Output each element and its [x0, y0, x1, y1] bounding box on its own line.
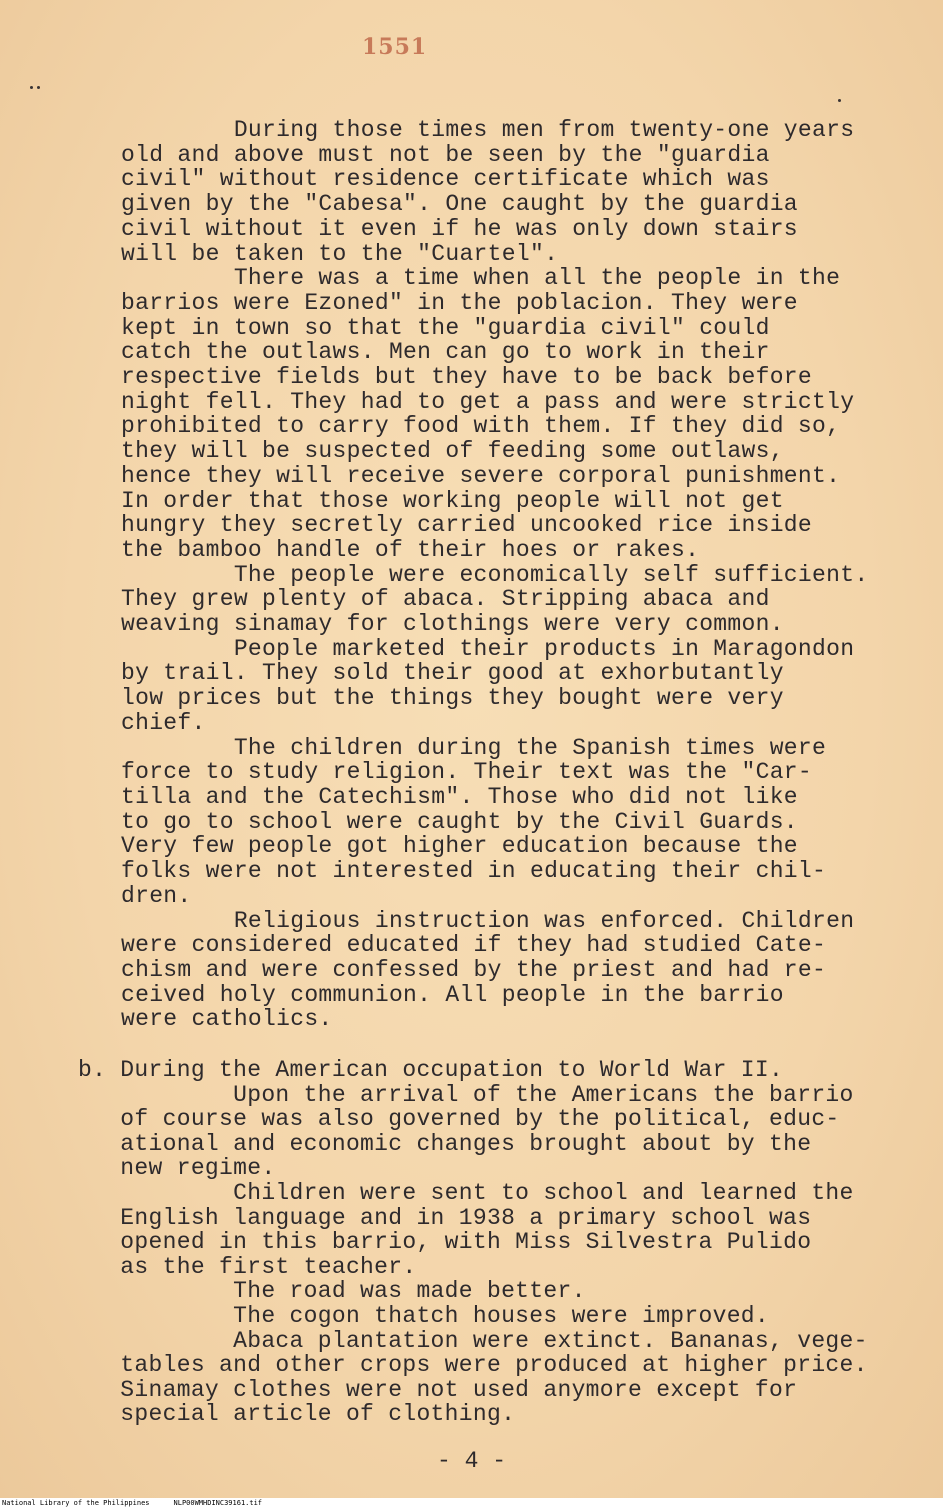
text-line: civil without it even if he was only down stairs [121, 215, 798, 242]
footer-library: National Library of the Philippines [2, 1499, 150, 1507]
text-line: The people were economically self sufficient. [121, 561, 869, 588]
text-line: low prices but the things they bought were very [121, 685, 784, 712]
text-line: hence they will receive severe corporal punishment. [121, 462, 841, 489]
text-line: will be taken to the "Cuartel". [121, 240, 559, 267]
text-line: prohibited to carry food with them. If they did so, [121, 413, 841, 440]
text-line: were catholics. [121, 1006, 333, 1033]
text-line: the bamboo handle of their hoes or rakes. [121, 536, 700, 563]
text-line: folks were not interested in educating their chil- [121, 858, 827, 885]
text-line: chief. [121, 709, 206, 736]
text-line: The cogon thatch houses were improved. [78, 1302, 770, 1329]
scan-footer [0, 1498, 943, 1508]
text-line: kept in town so that the "guardia civil" could [121, 314, 770, 341]
text-line: People marketed their products in Maragondon [121, 635, 855, 662]
text-line: given by the "Cabesa". One caught by the guardia [121, 191, 798, 218]
text-line: barrios were Ezoned" in the poblacion. They were [121, 289, 798, 316]
text-line: tables and other crops were produced at higher price. [78, 1352, 868, 1379]
text-line: The road was made better. [78, 1278, 586, 1305]
text-line: The children during the Spanish times were [121, 734, 827, 761]
text-line: In order that those working people will not get [121, 487, 784, 514]
text-line: were considered educated if they had studied Cate- [121, 932, 827, 959]
text-line: by trail. They sold their good at exhorbutantly [121, 660, 784, 687]
ink-speck [838, 99, 841, 102]
text-line: catch the outlaws. Men can go to work in their [121, 339, 770, 366]
text-line: Upon the arrival of the Americans the barrio [78, 1081, 854, 1108]
text-line: chism and were confessed by the priest and had re- [121, 956, 827, 983]
text-line: tilla and the Catechism". Those who did not like [121, 783, 798, 810]
text-line: respective fields but they have to be back before [121, 364, 813, 391]
page-number: - 4 - [436, 1448, 506, 1474]
text-line: of course was also governed by the political, educ- [78, 1106, 840, 1133]
text-line: Religious instruction was enforced. Children [121, 907, 855, 934]
text-line: English language and in 1938 a primary school was [78, 1204, 812, 1231]
text-line: force to study religion. Their text was the "Car- [121, 759, 813, 786]
text-line: weaving sinamay for clothings were very common. [121, 611, 784, 638]
text-line: new regime. [78, 1155, 276, 1182]
text-line: ational and economic changes brought about by the [78, 1130, 812, 1157]
text-line: to go to school were caught by the Civil Guards. [121, 808, 798, 835]
text-line: civil" without residence certificate which was [121, 166, 770, 193]
text-line: Children were sent to school and learned the [78, 1179, 854, 1206]
text-line: They grew plenty of abaca. Stripping abaca and [121, 586, 770, 613]
footer-filename: NLP00WMHDINC39161.tif [173, 1499, 263, 1507]
text-line: night fell. They had to get a pass and were strictly [121, 388, 855, 415]
text-line: hungry they secretly carried uncooked rice inside [121, 512, 813, 539]
text-line: Sinamay clothes were not used anymore except for [78, 1376, 798, 1403]
text-line: dren. [121, 882, 192, 909]
text-line: ceived holy communion. All people in the barrio [121, 981, 784, 1008]
text-line: old and above must not be seen by the "guardia [121, 141, 770, 168]
ink-speck [30, 86, 33, 89]
text-line: they will be suspected of feeding some outlaws, [121, 438, 784, 465]
text-line: Abaca plantation were extinct. Bananas, vege- [78, 1327, 868, 1354]
text-line: Very few people got higher education because the [121, 833, 798, 860]
text-line: opened in this barrio, with Miss Silvestra Pulido [78, 1229, 812, 1256]
ink-speck [37, 86, 40, 89]
text-line: as the first teacher. [78, 1253, 417, 1280]
body-text-section-a [121, 118, 921, 1032]
text-line: special article of clothing. [78, 1401, 516, 1428]
text-line: During those times men from twenty-one years [121, 117, 855, 143]
text-line: There was a time when all the people in the [121, 265, 841, 292]
handwritten-page-number: 1551 [362, 34, 428, 60]
text-line: b. During the American occupation to World War II. [78, 1057, 784, 1083]
body-text-section-b [78, 1058, 918, 1427]
